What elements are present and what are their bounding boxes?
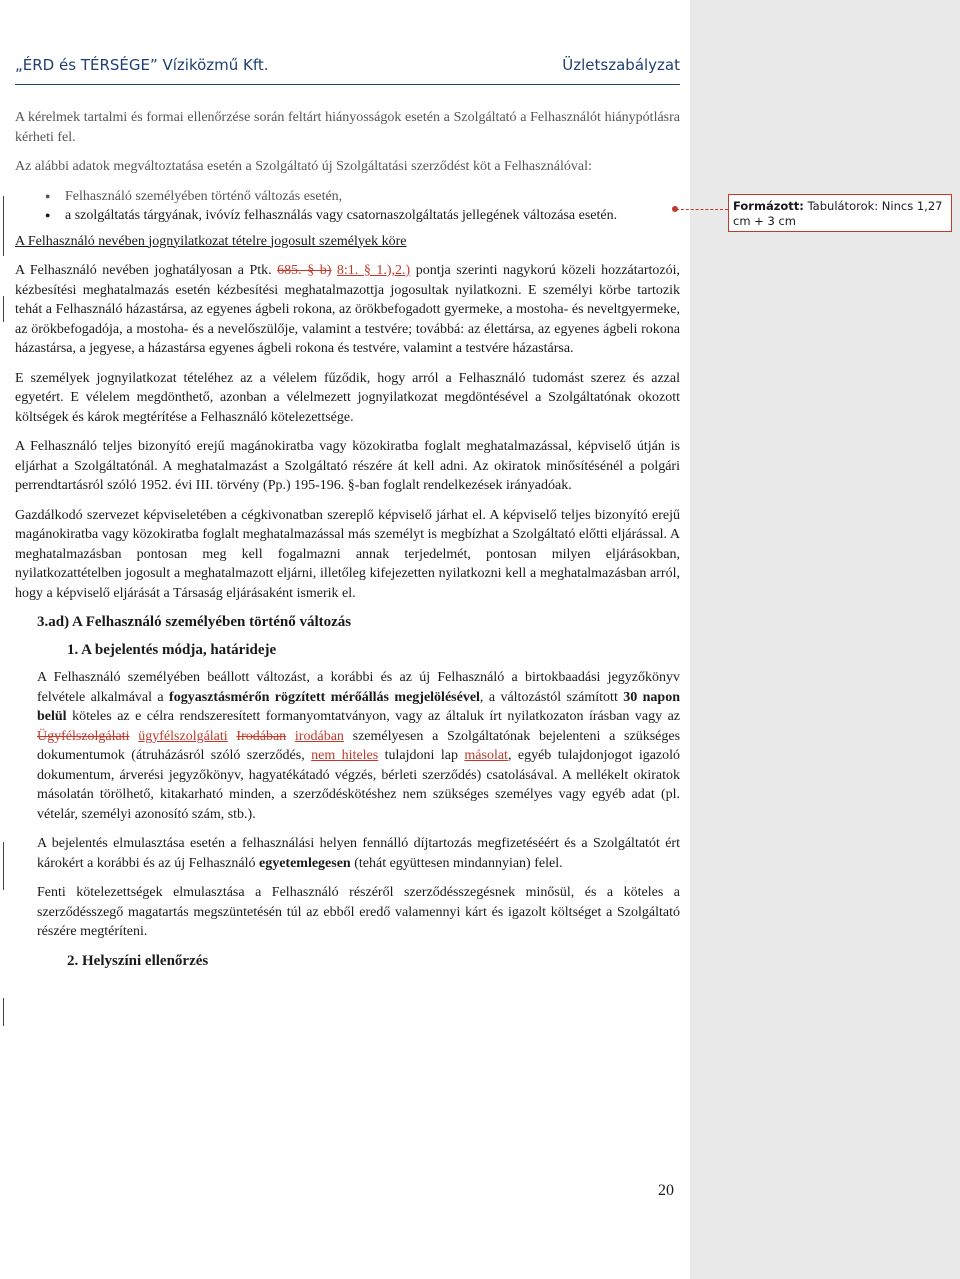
inserted-text: irodában [294,728,344,744]
paragraph: Az alábbi adatok megváltoztatása esetén a Szolgáltató új Szolgáltatási szerződést köt a Felhasználóval: [15,159,592,174]
header-divider [15,84,680,85]
paragraph: E személyek jognyilatkozat tételéhez az a vélelem fűződik, hogy arról a Felhasználó tudomást szerez és azzal egyetért. E vélelem megdönthető, azonban a vélelmezett jognyilatkozat megdöntésével a Szolgáltatónak okozott költségek és károk megtérítése a Felhasználó kötelezettsége. [15,370,680,425]
comment-connector [676,209,728,210]
inserted-text: másolat [464,748,508,763]
paragraph: Gazdálkodó szervezet képviseletében a cégkivonatban szereplő képviselő járhat el. A képviselő teljes bizonyító erejű magánokiratba vagy közokiratba foglalt meghatalmazással más személyt is megbízhat a Szolgáltató előtti eljárással. A meghatalmazásban pontosan meg kell fogalmazni annak terjedelmét, pontosan milyen eljárásokban, nyilatkozattételben jogosult a meghatalmazott eljárni, illetőleg kifejezetten nyilatkozni kell a meghatalmazásban arról, hogy a képviselő eljárását a Társaság eljárásaként ismerik el. [15,507,680,601]
inserted-text: ügyfélszolgálati [138,728,228,744]
section-subheading: A Felhasználó nevében jognyilatkozat tételre jogosult személyek köre [15,233,407,249]
inserted-text: nem hiteles [311,748,379,763]
paragraph: A kérelmek tartalmi és formai ellenőrzése során feltárt hiányosságok esetén a Szolgáltató a Felhasználót hiánypótlásra kérheti fel. [15,110,680,145]
comment-pane [690,0,960,1279]
deleted-text: 685. § b) [277,263,332,278]
paragraph: A Felhasználó nevében joghatályosan a Ptk. 685. § b) 8:1. § 1.),2.) pontja szerinti nagykorú közeli hozzátartozói, kézbesítési meghatalmazás esetén kézbesítési meghatalmazottja jogosultak nyilatkozni. E személyi körbe tartozik tehát a Felhasználó házastársa, az egyenes ágbeli rokona, az örökbefogadott gyermeke, a mostoha- és neveltgyermeke, az örökbefogadója, a mostoha- és a nevelőszülője, valamint a testvére; továbbá: az élettársa, az egyenes ágbeli rokona házastársa, a jegyese, a házastársa egyenes ágbeli rokona és testvére, valamint a testvére házastársa. [15,263,681,356]
format-comment[interactable] [728,194,952,232]
paragraph: Fenti kötelezettségek elmulasztása a Felhasználó részéről szerződésszegésnek minősül, és a köteles a szerződésszegő magatartás megszüntetésén túl az ebből eredő valamennyi kárt és igazolt költséget a Szolgáltató részére megtéríteni. [37,885,680,939]
change-bar [3,998,4,1026]
page-number: 20 [658,1182,674,1199]
page-header [15,56,680,82]
subsection-heading: 1. A bejelentés módja, határideje [67,641,277,658]
change-bar [3,196,4,256]
header-doc-title: Üzletszabályzat [562,56,680,74]
inserted-text: 8:1. § 1.),2.) [336,263,411,278]
list-item: ● Felhasználó személyében történő változás esetén, [51,187,680,207]
deleted-text: Irodában [236,728,287,744]
paragraph: A Felhasználó személyében beállott változást, a korábbi és az új Felhasználó a birtokbaadási jegyzőkönyv felvétele alkalmával a fogyasztásmérőn rögzített mérőállás megjelölésével, a változástól számított 30 napon belül köteles az e célra rendszeresített formanyomtatványon, vagy az általuk írt nyilatkozaton írásban vagy az Ügyfélszolgálati ügyfélszolgálati Irodában irodában személyesen a Szolgáltatónak bejelenteni a szükséges dokumentumok (átruházásról szóló szerződés, nem hiteles tulajdoni lap másolat, egyéb tulajdonjogot igazoló dokumentum, árverési jegyzőkönyv, hagyatékátadó végzés, bérleti szerződés) csatolásával. A mellékelt okiratok másolatán törölhető, kitakarható minden, a szerződéskötéshez nem szükséges személyes vagy egyéb adat (pl. vételár, személyi azonosító szám, stb.). [37,670,681,822]
bullet-list [15,187,680,226]
change-bar [3,296,4,322]
section-heading: 3.ad) A Felhasználó személyében történő változás [37,614,352,630]
paragraph: A bejelentés elmulasztása esetén a felhasználási helyen fennálló díjtartozás megfizetéséért és a Szolgáltatót ért károkért a korábbi és az új Felhasználó egyetemlegesen (tehát együttesen mindannyian) felel. [37,836,680,871]
paragraph: A Felhasználó teljes bizonyító erejű magánokiratba vagy közokiratba foglalt meghatalmazással, képviselő útján is eljárhat a Szolgáltatónál. A meghatalmazást a Szolgáltató részére át kell adni. Az okiratok minősítésénél a polgári perrendtartásról szóló 1952. évi III. törvény (Pp.) 195-196. §-ban foglalt rendelkezések irányadóak. [15,439,680,493]
subsection-heading: 2. Helyszíni ellenőrzés [67,952,209,969]
change-bar [3,842,4,890]
document-body [15,108,680,979]
list-item: ● a szolgáltatás tárgyának, ivóvíz felhasználás vagy csatornaszolgáltatás jellegének változása esetén. [51,206,680,226]
comment-text: Tabulátorok: Nincs 1,27 cm + 3 cm [733,199,943,228]
deleted-text: Ügyfélszolgálati [37,728,130,744]
header-company: „ÉRD és TÉRSÉGE” Víziközmű Kft. [15,56,269,74]
comment-label: Formázott: [733,199,804,213]
